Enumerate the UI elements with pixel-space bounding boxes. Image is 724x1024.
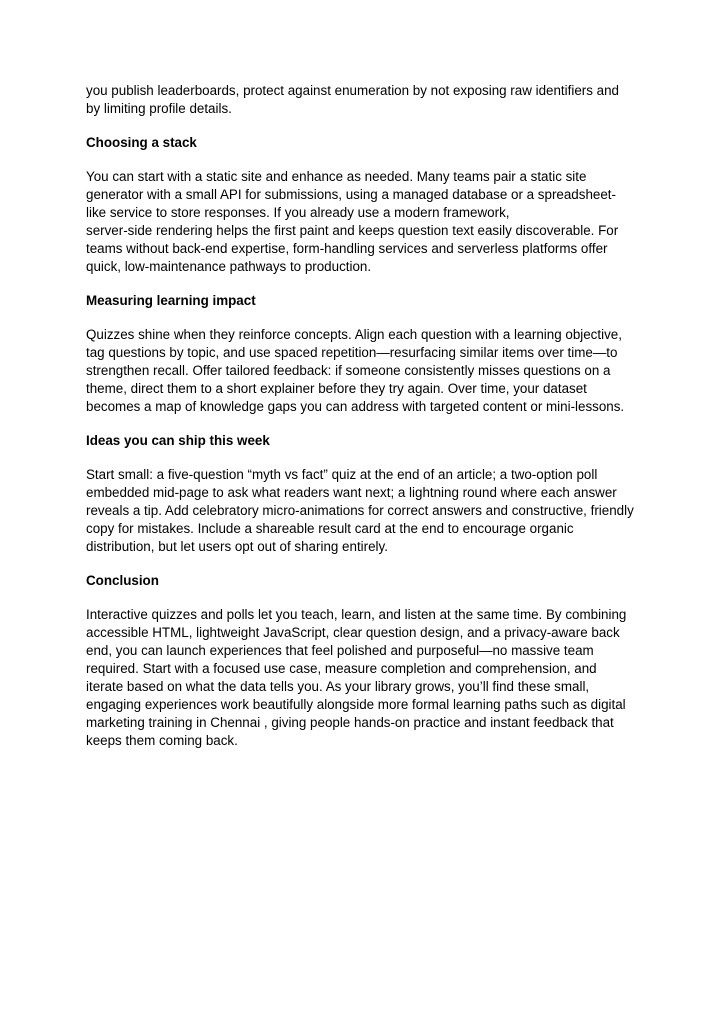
text-line: strengthen recall. Offer tailored feedback: if someone consistently misses questions on a (86, 363, 611, 378)
text-line: marketing training in Chennai , giving people hands-on practice and instant feedback that (86, 715, 614, 730)
text-line: like service to store responses. If you already use a modern framework, (86, 205, 510, 220)
text-line: becomes a map of knowledge gaps you can address with targeted content or mini-lessons. (86, 399, 625, 414)
text-line: accessible HTML, lightweight JavaScript, clear question design, and a privacy-aware back (86, 625, 620, 640)
section-heading-choosing-a-stack: Choosing a stack (86, 135, 197, 150)
intro-paragraph (86, 82, 646, 118)
text-line: copy for mistakes. Include a shareable result card at the end to encourage organic (86, 521, 574, 536)
text-line: you publish leaderboards, protect against enumeration by not exposing raw identifiers and (86, 83, 619, 98)
text-line: keeps them coming back. (86, 733, 238, 748)
text-line: engaging experiences work beautifully alongside more formal learning paths such as digital (86, 697, 626, 712)
text-line: Start small: a five-question “myth vs fact” quiz at the end of an article; a two-option poll (86, 467, 598, 482)
text-line: reveals a tip. Add celebratory micro-animations for correct answers and constructive, friendly (86, 503, 634, 518)
section-heading-measuring-learning-impact: Measuring learning impact (86, 293, 256, 308)
section-paragraph-choosing-a-stack (86, 168, 646, 276)
section-heading-ideas-you-can-ship: Ideas you can ship this week (86, 433, 270, 448)
section-heading-conclusion: Conclusion (86, 573, 159, 588)
text-line: tag questions by topic, and use spaced repetition—resurfacing similar items over time—to (86, 345, 618, 360)
text-line: teams without back-end expertise, form-handling services and serverless platforms offer (86, 241, 608, 256)
text-line: quick, low-maintenance pathways to production. (86, 259, 372, 274)
section-paragraph-conclusion (86, 606, 646, 750)
text-line: end, you can launch experiences that feel polished and purposeful—no massive team (86, 643, 594, 658)
text-line: embedded mid-page to ask what readers want next; a lightning round where each answer (86, 485, 617, 500)
text-line: iterate based on what the data tells you. As your library grows, you’ll find these small, (86, 679, 590, 694)
text-line: server-side rendering helps the first paint and keeps question text easily discoverable. For (86, 223, 619, 238)
text-line: You can start with a static site and enhance as needed. Many teams pair a static site (86, 169, 587, 184)
text-line: theme, direct them to a short explainer before they try again. Over time, your dataset (86, 381, 587, 396)
text-line: distribution, but let users opt out of sharing entirely. (86, 539, 388, 554)
text-line: generator with a small API for submissions, using a managed database or a spreadsheet- (86, 187, 616, 202)
text-line: by limiting profile details. (86, 101, 232, 116)
text-line: Interactive quizzes and polls let you teach, learn, and listen at the same time. By combining (86, 607, 627, 622)
text-line: required. Start with a focused use case, measure completion and comprehension, and (86, 661, 597, 676)
text-line: Quizzes shine when they reinforce concepts. Align each question with a learning objective, (86, 327, 622, 342)
document-page (86, 82, 646, 766)
section-paragraph-ideas-you-can-ship (86, 466, 646, 556)
section-paragraph-measuring-learning-impact (86, 326, 646, 416)
